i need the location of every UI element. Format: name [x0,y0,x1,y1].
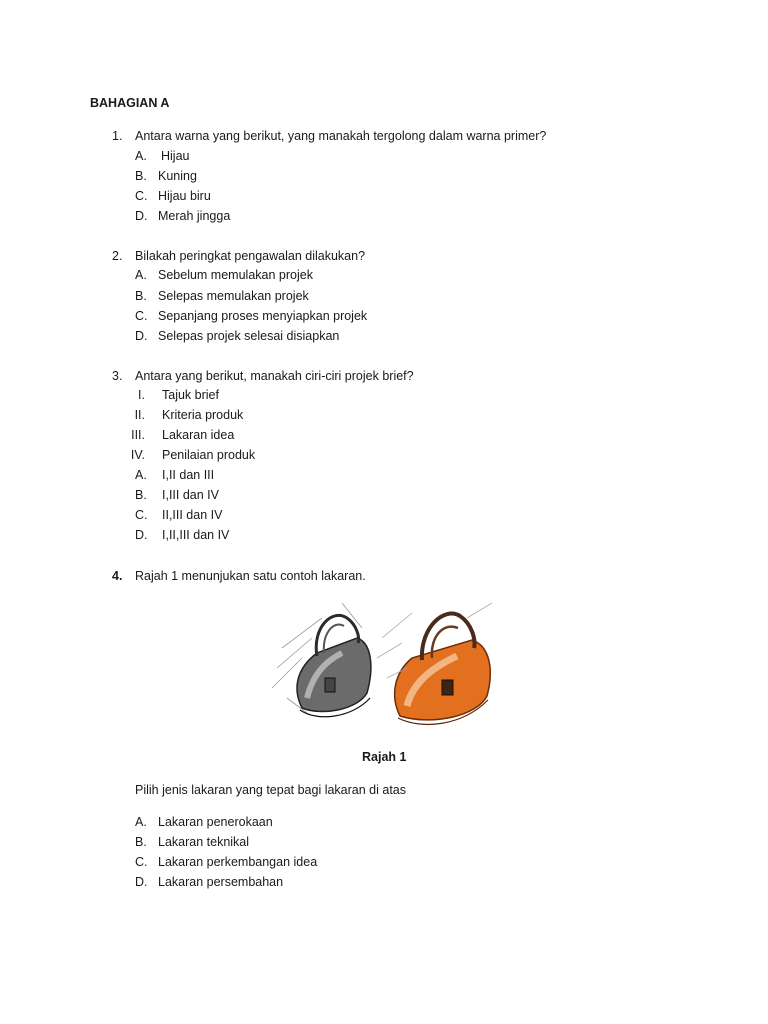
option-text: Hijau biru [158,189,211,203]
item-text: Lakaran idea [162,428,235,442]
option-text: II,III dan IV [162,508,223,522]
option-label: D. [135,209,148,223]
question-number: 1. [112,129,123,143]
option-label: D. [135,528,148,542]
option-text: Kuning [158,169,197,183]
option-text: Lakaran penerokaan [158,815,273,829]
item-text: Kriteria produk [162,408,244,422]
option-label: B. [135,169,147,183]
orange-bag-sketch [377,603,492,724]
option-text: Selepas projek selesai disiapkan [158,329,340,343]
item-label: I. [138,388,145,402]
figure-caption: Rajah 1 [362,750,407,764]
question-instruction: Pilih jenis lakaran yang tepat bagi lakaran di atas [135,783,407,797]
option-label: A. [135,149,147,163]
question-number: 2. [112,249,123,263]
question-text: Antara yang berikut, manakah ciri-ciri projek brief? [135,369,414,383]
option-text: Lakaran perkembangan idea [158,855,318,869]
question-number: 3. [112,369,123,383]
question-text: Bilakah peringkat pengawalan dilakukan? [135,249,366,263]
option-label: A. [135,815,147,829]
item-label: IV. [130,448,145,462]
option-text: Sepanjang proses menyiapkan projek [158,309,368,323]
option-label: C. [135,508,148,522]
option-label: C. [135,855,148,869]
item-text: Penilaian produk [162,448,256,462]
option-text: Lakaran teknikal [158,835,250,849]
item-text: Tajuk brief [162,388,219,402]
option-label: B. [135,835,147,849]
option-text: Lakaran persembahan [158,875,284,889]
option-text: Sebelum memulakan projek [158,268,313,282]
question-text: Rajah 1 menunjukan satu contoh lakaran. [135,569,366,583]
option-text: Merah jingga [158,209,231,223]
option-label: D. [135,875,148,889]
option-label: D. [135,329,148,343]
option-text: I,II dan III [162,468,215,482]
item-label: II. [134,408,145,422]
grey-bag-sketch [272,603,371,717]
option-label: A. [135,468,147,482]
option-label: C. [135,189,148,203]
option-label: B. [135,488,147,502]
option-text: I,III dan IV [162,488,219,502]
option-label: C. [135,309,148,323]
option-text: Selepas memulakan projek [158,289,309,303]
option-label: B. [135,289,147,303]
question-number: 4. [112,569,123,583]
option-text: I,II,III dan IV [162,528,230,542]
bag-sketch-figure [262,598,502,732]
option-label: A. [135,268,147,282]
section-title: BAHAGIAN A [90,96,170,110]
option-text: Hijau [161,149,190,163]
item-label: III. [131,428,145,442]
question-text: Antara warna yang berikut, yang manakah tergolong dalam warna primer? [135,129,547,143]
